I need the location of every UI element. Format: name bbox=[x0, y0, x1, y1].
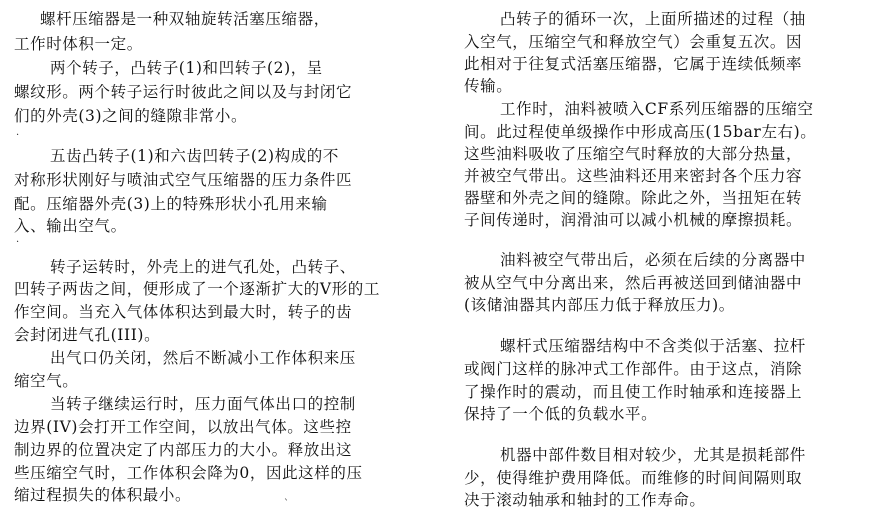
text-line: 会封闭进气孔(III)。 bbox=[14, 326, 161, 344]
text-line: 工作时体积一定。 bbox=[14, 35, 143, 53]
text-line: 制边界的位置决定了内部压力的大小。释放出这 bbox=[14, 441, 353, 459]
text-line: 子间传递时，润滑油可以减小机械的摩擦损耗。 bbox=[464, 211, 803, 229]
text-line: 凸转子的循环一次，上面所描述的过程（抽 bbox=[500, 10, 806, 28]
text-line: 并被空气带出。这些油料还用来密封各个压力容 bbox=[464, 167, 803, 185]
text-line: 些压缩空气时，工作体积会降为0，因此这样的压 bbox=[14, 464, 363, 482]
text-line: 少，使得维护费用降低。而维修的时间间隔则取 bbox=[464, 469, 803, 487]
text-line: 转子运转时，外壳上的进气孔处，凸转子、 bbox=[50, 258, 356, 276]
text-line: 螺杆式压缩器结构中不含类似于活塞、拉杆 bbox=[500, 337, 806, 355]
text-line: 当转子继续运行时，压力面气体出口的控制 bbox=[50, 395, 356, 413]
text-line: 这些油料吸收了压缩空气时释放的大部分热量， bbox=[464, 145, 803, 163]
text-line: 或阀门这样的脉冲式工作部件。由于这点，消除 bbox=[464, 360, 803, 378]
text-line: 工作时，油料被喷入CF系列压缩器的压缩空 bbox=[500, 100, 814, 118]
text-line: (该储油器其内部压力低于释放压力)。 bbox=[464, 296, 735, 314]
text-line: 被从空气中分离出来，然后再被送回到储油器中 bbox=[464, 274, 803, 292]
text-line: 保持了一个低的负载水平。 bbox=[464, 405, 658, 423]
text-line: 边界(IV)会打开工作空间，以放出气体。这些控 bbox=[14, 418, 352, 436]
text-line: 传输。 bbox=[464, 77, 513, 95]
text-line: 决于滚动轴承和轴封的工作寿命。 bbox=[464, 491, 706, 509]
text-line: 油料被空气带出后，必须在后续的分离器中 bbox=[500, 251, 806, 269]
scan-speck: · bbox=[16, 237, 20, 248]
text-line: 缩过程损失的体积最小。 bbox=[14, 486, 192, 504]
scan-speck: ˋ bbox=[284, 499, 289, 510]
text-line: 机器中部件数目相对较少，尤其是损耗部件 bbox=[500, 446, 806, 464]
text-line: 两个转子，凸转子(1)和凹转子(2)，呈 bbox=[50, 59, 323, 77]
scan-speck: · bbox=[16, 130, 20, 141]
text-line: 入、输出空气。 bbox=[14, 217, 127, 235]
text-line: 此相对于往复式活塞压缩器，它属于连续低频率 bbox=[464, 55, 803, 73]
text-line: 作空间。当充入气体体积达到最大时，转子的齿 bbox=[14, 303, 353, 321]
text-line: 器壁和外壳之间的缝隙。除此之外，当扭矩在转 bbox=[464, 189, 803, 207]
text-line: 螺纹形。两个转子运行时彼此之间以及与封闭它 bbox=[14, 83, 353, 101]
text-line: 出气口仍关闭，然后不断减小工作体积来压 bbox=[50, 349, 356, 367]
text-line: 螺杆压缩器是一种双轴旋转活塞压缩器， bbox=[40, 10, 330, 28]
text-line: 们的外壳(3)之间的缝隙非常小。 bbox=[14, 107, 248, 125]
text-line: 凹转子两齿之间，便形成了一个逐渐扩大的V形的工 bbox=[14, 280, 380, 298]
text-line: 间。此过程使单级操作中形成高压(15bar左右)。 bbox=[464, 123, 817, 141]
text-line: 配。压缩器外壳(3)上的特殊形状小孔用来输 bbox=[14, 195, 328, 213]
text-line: 入空气，压缩空气和释放空气）会重复五次。因 bbox=[464, 33, 803, 51]
text-line: 缩空气。 bbox=[14, 372, 79, 390]
text-line: 五齿凸转子(1)和六齿凹转子(2)构成的不 bbox=[50, 147, 340, 165]
text-line: 对称形状刚好与喷油式空气压缩器的压力条件匹 bbox=[14, 171, 353, 189]
text-line: 了操作时的震动，而且使工作时轴承和连接器上 bbox=[464, 383, 803, 401]
